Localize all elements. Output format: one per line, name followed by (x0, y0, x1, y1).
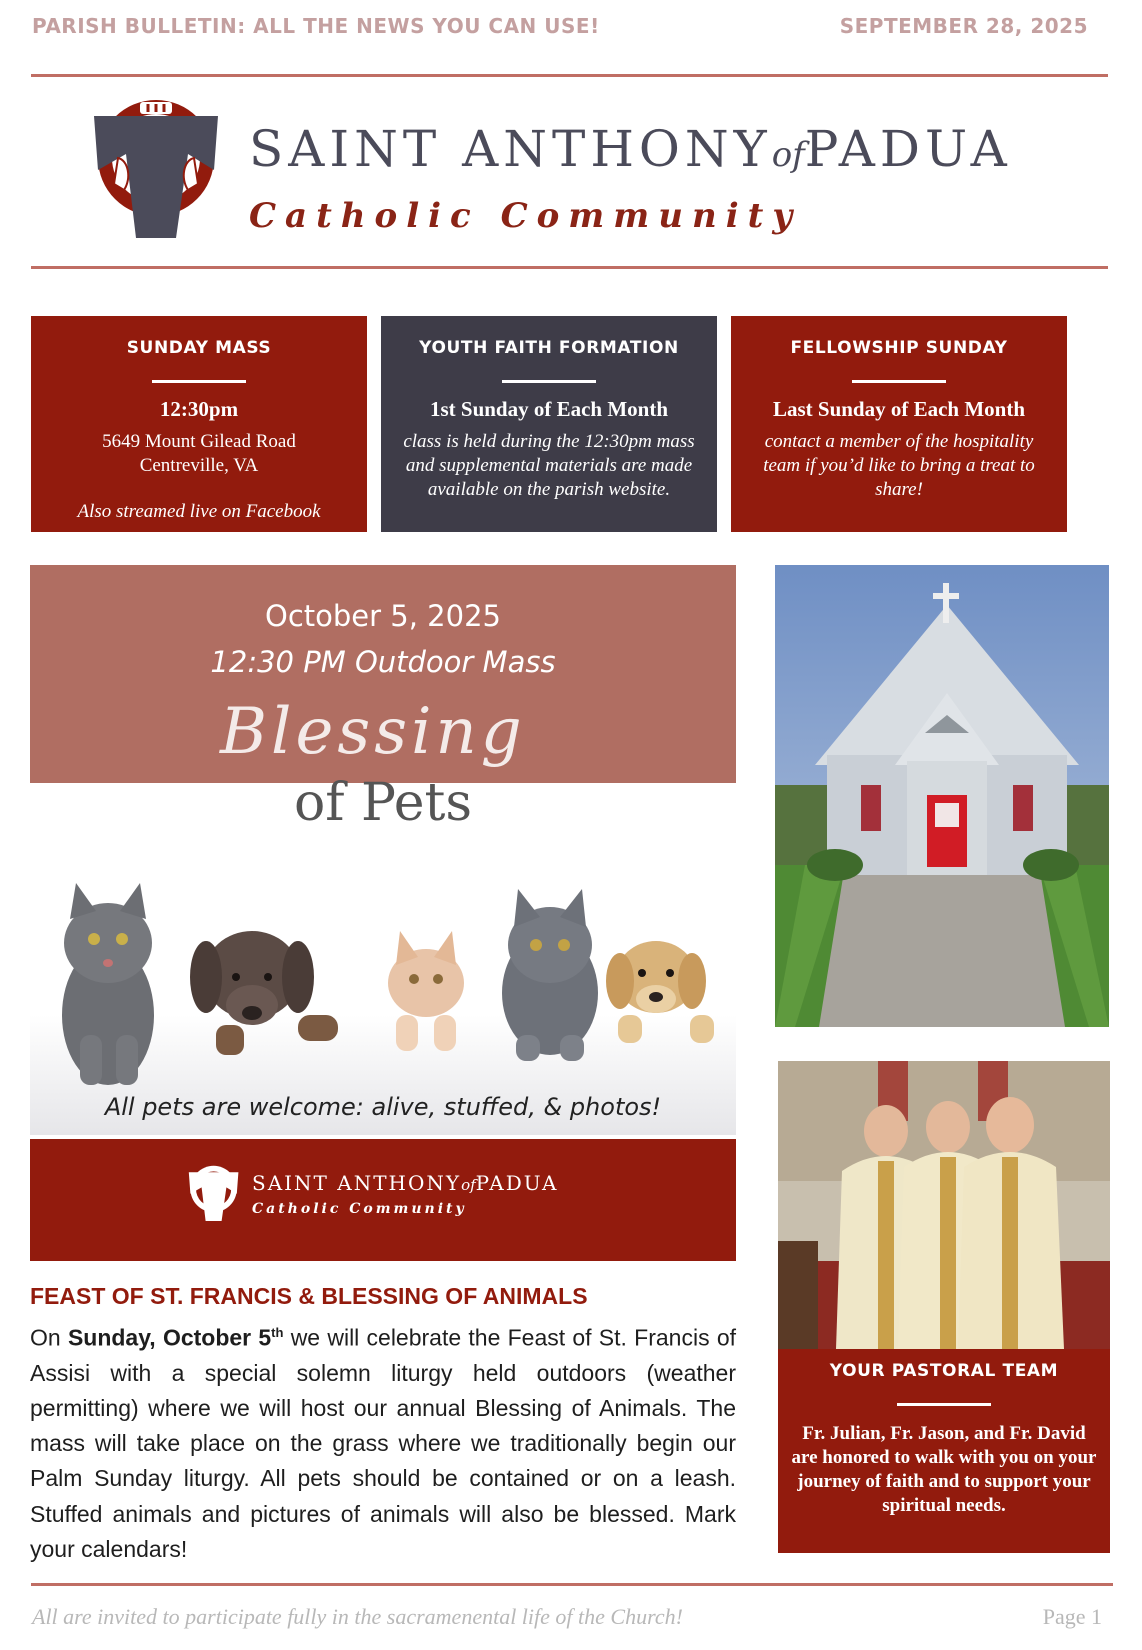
tau-cross-logo-icon (188, 1165, 244, 1229)
footer-divider (31, 1583, 1113, 1586)
article-title: FEAST OF ST. FRANCIS & BLESSING OF ANIMALS (30, 1283, 588, 1309)
header-divider (31, 74, 1108, 77)
pastoral-team-box (778, 1349, 1110, 1553)
footer-tagline: All are invited to participate fully in the sacramenental life of the Church! (32, 1604, 683, 1629)
flyer-script-subtitle: of Pets (293, 773, 473, 833)
pastoral-team-photo (778, 1061, 1110, 1349)
article-text: we will celebrate the Feast of St. Francis of Assisi with a special solemn liturgy held outdoors (weather permitting) where we will host our annual Blessing of Animals. The mass will take place on the grass where we traditionally begin our Palm Sunday liturgy. All pets should be contained or on a leash. Stuffed animals and pictures of animals will also be blessed. Mark your calendars! (30, 1324, 737, 1562)
logo-divider (31, 266, 1108, 269)
fellowship-schedule: Last Sunday of Each Month (772, 397, 1026, 421)
parish-name-of: of (771, 135, 805, 175)
flyer-parish-name-anthony: ANTHONY (337, 1171, 462, 1195)
bulletin-header (32, 14, 1110, 42)
flyer-event: 12:30 PM Outdoor Mass (210, 645, 556, 679)
parish-subtitle: Catholic Community (249, 196, 802, 236)
gray-fluffy-kitten-image (502, 889, 598, 1061)
box-divider (897, 1403, 991, 1406)
flyer-parish-name-of: of (461, 1176, 476, 1194)
box-title: YOUTH FAITH FORMATION (419, 338, 679, 358)
golden-puppy-image (606, 941, 714, 1043)
flyer-parish-subtitle: Catholic Community (252, 1201, 467, 1217)
formation-schedule: 1st Sunday of Each Month (429, 397, 669, 421)
parish-name-anthony: ANTHONY (462, 120, 772, 178)
parish-name (249, 120, 1012, 178)
article-date-suffix: th (271, 1325, 284, 1340)
mass-time: 12:30pm (159, 397, 239, 421)
youth-faith-formation-box (381, 316, 717, 532)
box-title: FELLOWSHIP SUNDAY (790, 338, 1008, 358)
brown-puppy-image (190, 931, 338, 1055)
mass-address-street: 5649 Mount Gilead Road (102, 431, 296, 452)
mass-address-city: Centreville, VA (139, 455, 259, 476)
flyer-footer (30, 1139, 736, 1261)
parish-logo (92, 98, 1092, 258)
pets-photo (30, 865, 736, 1105)
flyer-parish-name-padua: PADUA (475, 1171, 559, 1195)
tau-cross-logo-icon (92, 98, 232, 258)
flyer-date: October 5, 2025 (265, 599, 501, 633)
flyer-parish-name-saint: SAINT (252, 1171, 329, 1195)
flyer-welcome-text: All pets are welcome: alive, stuffed, & photos! (104, 1093, 662, 1121)
church-building-image (775, 565, 1109, 1027)
gray-kitten-image (62, 883, 154, 1085)
cream-kitten-image (388, 931, 464, 1051)
pastoral-team-text: Fr. Julian, Fr. Jason, and Fr. David are honored to walk with you on your journey of faith and to support your spiritual needs. (791, 1423, 1097, 1516)
livestream-note: Also streamed live on Facebook (77, 501, 321, 522)
article-body (30, 1315, 736, 1567)
fellowship-sunday-box (731, 316, 1067, 532)
flyer-parish-name (252, 1171, 558, 1195)
formation-note: class is held during the 12:30pm mass and supplemental materials are made available on the parish website. (403, 431, 695, 500)
box-title: SUNDAY MASS (126, 338, 272, 358)
sunday-mass-box (31, 316, 367, 532)
page-number: Page 1 (1042, 1604, 1102, 1629)
blessing-of-pets-flyer (30, 565, 736, 1261)
priests-image (778, 1061, 1110, 1349)
box-divider (852, 380, 946, 383)
article-lead: On (30, 1324, 68, 1351)
flyer-script-title: Blessing (220, 695, 526, 769)
box-divider (502, 380, 596, 383)
church-photo (775, 565, 1109, 1027)
parish-name-saint: SAINT (249, 120, 442, 178)
article-date-bold: Sunday, October 5 (67, 1324, 272, 1351)
parish-name-padua: PADUA (804, 120, 1012, 178)
bulletin-date: SEPTEMBER 28, 2025 (839, 14, 1088, 38)
bulletin-title: PARISH BULLETIN: ALL THE NEWS YOU CAN USE! (32, 14, 600, 38)
box-title: YOUR PASTORAL TEAM (829, 1361, 1059, 1381)
box-divider (152, 380, 246, 383)
fellowship-note: contact a member of the hospitality team if you’d like to bring a treat to share! (763, 431, 1035, 500)
